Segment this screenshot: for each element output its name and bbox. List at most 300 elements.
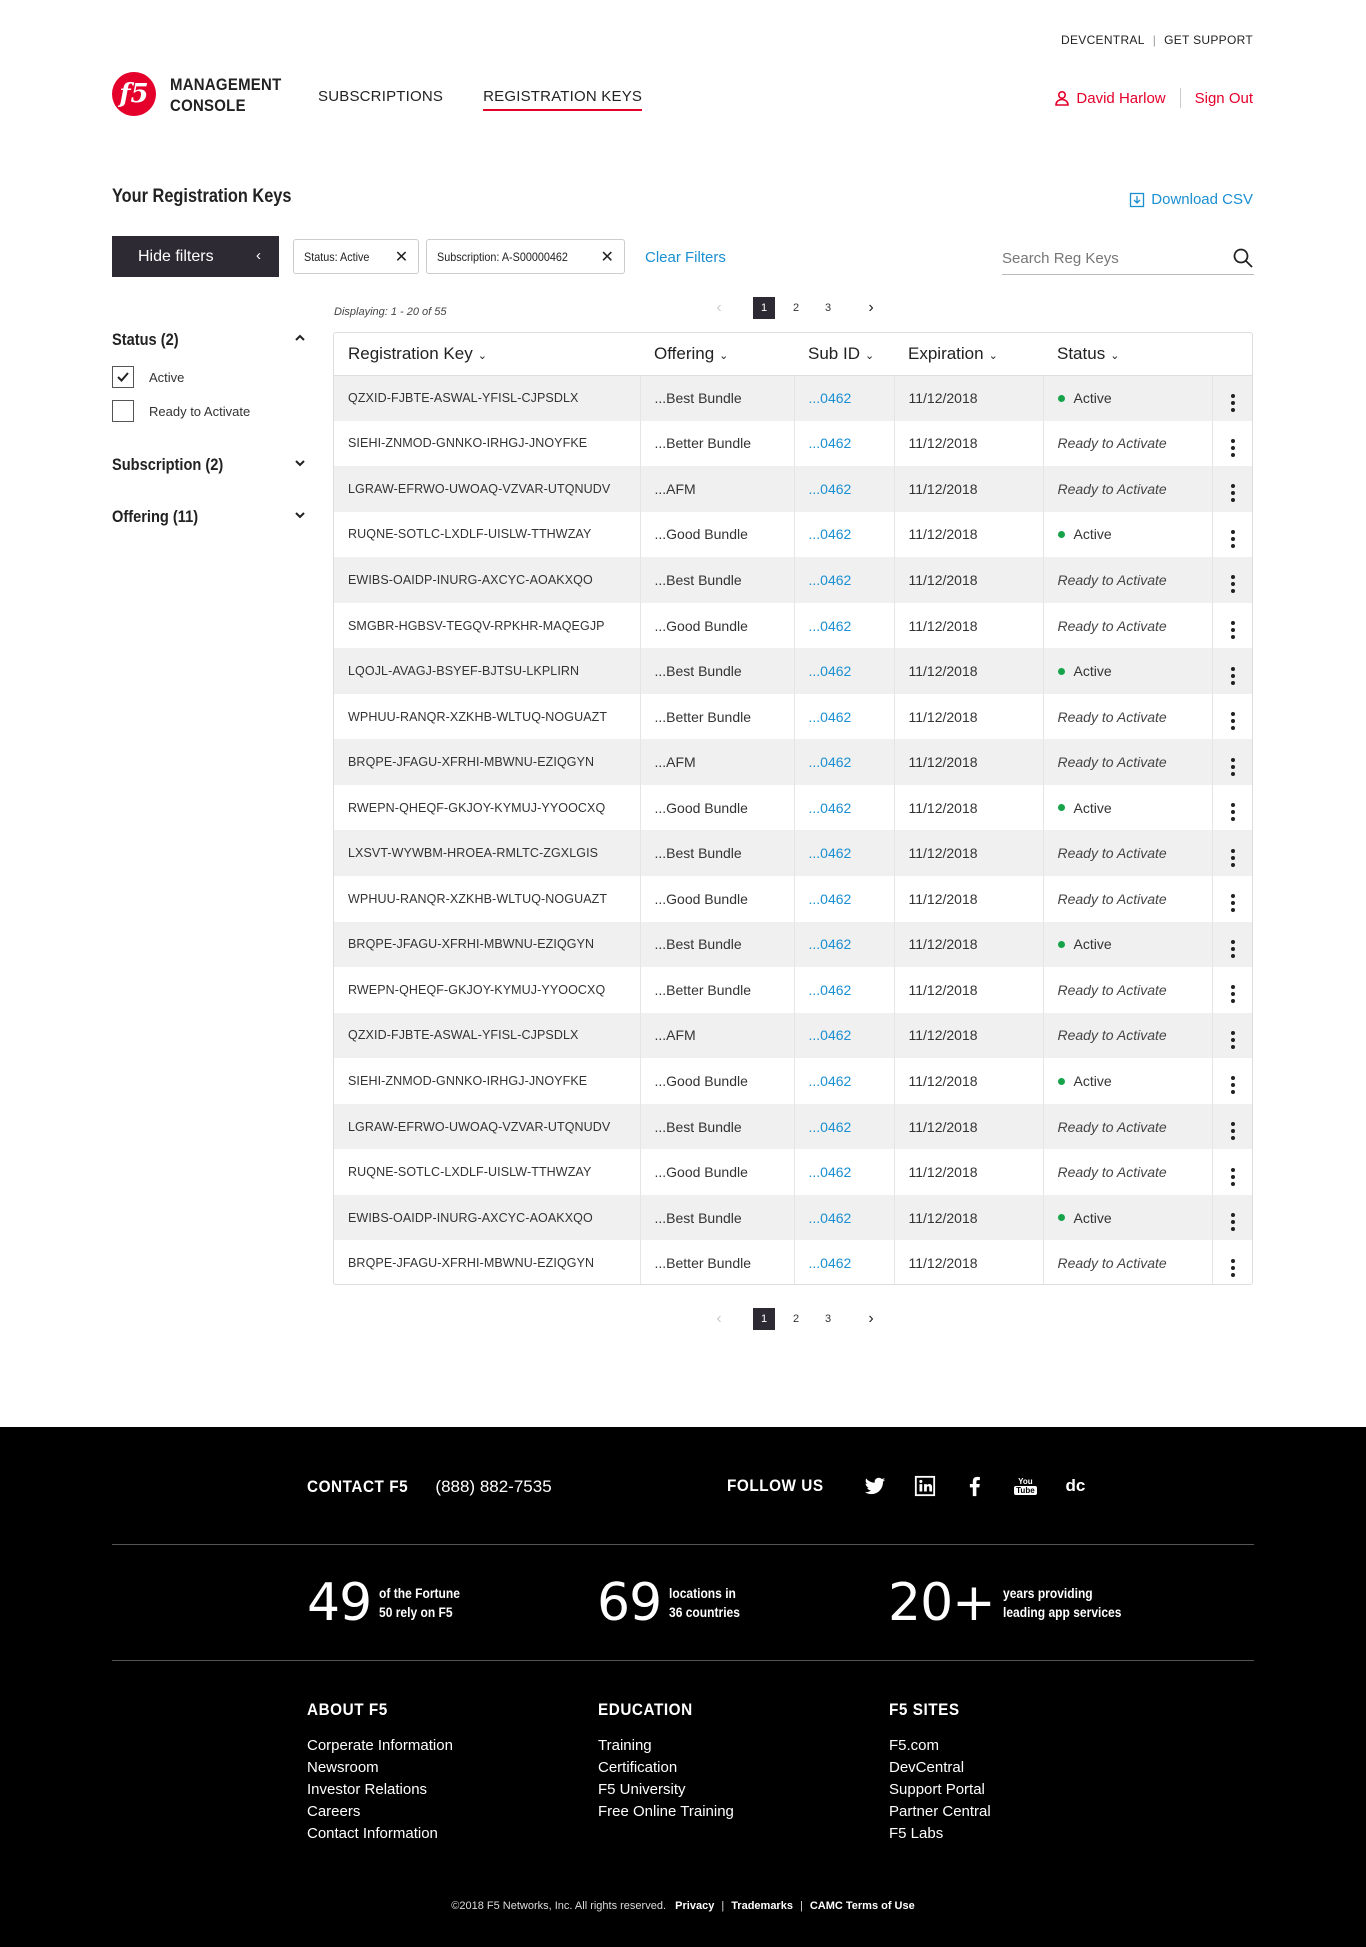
sign-out-link[interactable]: Sign Out (1194, 89, 1253, 107)
facet-status (112, 330, 307, 422)
cell-status: Ready to Activate (1043, 1013, 1212, 1059)
table-row[interactable] (334, 785, 1253, 831)
status-label: Active (1073, 526, 1112, 543)
table-row[interactable] (334, 603, 1253, 649)
cell-actions (1212, 785, 1253, 831)
status-label: Active (1073, 936, 1112, 953)
table-row[interactable] (334, 694, 1253, 740)
cell-sub-id-link[interactable]: ...0462 (794, 512, 894, 558)
cell-sub-id-link[interactable]: ...0462 (794, 922, 894, 968)
table-row[interactable] (334, 1013, 1253, 1059)
status-dot-icon (1058, 1214, 1065, 1221)
cell-sub-id-link[interactable]: ...0462 (794, 375, 894, 421)
cell-registration-key: QZXID-FJBTE-ASWAL-YFISL-CJPSDLX (334, 375, 640, 421)
nav-registration-keys[interactable]: REGISTRATION KEYS (483, 88, 642, 111)
stat-years (888, 1573, 1140, 1633)
cell-expiration: 11/12/2018 (894, 967, 1043, 1013)
more-vert-icon[interactable] (1231, 667, 1235, 685)
cell-offering: ...Best Bundle (640, 375, 794, 421)
cell-status: Ready to Activate (1043, 466, 1212, 512)
cell-offering: ...AFM (640, 739, 794, 785)
stat-text (379, 1584, 460, 1622)
cell-registration-key: RWEPN-QHEQF-GKJOY-KYMUJ-YYOOCXQ (334, 967, 640, 1013)
col-header-sub-id[interactable] (794, 333, 894, 375)
stat-number: 49 (307, 1573, 372, 1633)
site-footer (0, 1427, 1366, 1947)
status-label: Active (1073, 1209, 1112, 1226)
chevron-down-icon: ⌄ (988, 349, 998, 362)
cell-sub-id-link[interactable]: ...0462 (794, 785, 894, 831)
col-header-label: Expiration (908, 343, 984, 363)
cell-expiration: 11/12/2018 (894, 375, 1043, 421)
table-row[interactable] (334, 466, 1253, 512)
cell-offering: ...Better Bundle (640, 1240, 794, 1285)
cell-offering: ...Good Bundle (640, 603, 794, 649)
stat-line: locations in (669, 1585, 737, 1601)
stat-line: of the Fortune (379, 1585, 461, 1601)
footer-col-education (598, 1700, 734, 1823)
social-block (727, 1475, 1086, 1497)
app-name (170, 74, 282, 116)
cell-expiration: 11/12/2018 (894, 694, 1043, 740)
col-header-expiration[interactable] (894, 333, 1043, 375)
cell-actions (1212, 375, 1253, 421)
cell-expiration: 11/12/2018 (894, 1013, 1043, 1059)
cell-sub-id-link[interactable]: ...0462 (794, 1104, 894, 1150)
status-dot-icon (1058, 941, 1065, 948)
more-vert-icon[interactable] (1231, 1031, 1235, 1049)
linkedin-icon[interactable] (914, 1475, 936, 1497)
table-row[interactable] (334, 648, 1253, 694)
clear-filters-link[interactable]: Clear Filters (645, 249, 726, 266)
cell-expiration: 11/12/2018 (894, 1240, 1043, 1285)
cell-actions (1212, 1104, 1253, 1150)
checkbox-unchecked[interactable] (112, 400, 134, 422)
col-header-label: Registration Key (348, 343, 473, 363)
download-csv-button[interactable] (1129, 191, 1253, 208)
cell-status (1043, 648, 1212, 694)
stat-line: years providing (1002, 1585, 1093, 1601)
cell-status: Ready to Activate (1043, 421, 1212, 467)
user-name[interactable]: David Harlow (1076, 89, 1166, 107)
youtube-glyph-top: You (1018, 1477, 1033, 1486)
cell-registration-key: BRQPE-JFAGU-XFRHI-MBWNU-EZIQGYN (334, 739, 640, 785)
trademarks-link[interactable]: Trademarks (731, 1900, 793, 1912)
cell-registration-key: LGRAW-EFRWO-UWOAQ-VZVAR-UTQNUDV (334, 466, 640, 512)
twitter-icon[interactable] (864, 1475, 886, 1497)
copyright: ©2018 F5 Networks, Inc. All rights reserved. (451, 1900, 666, 1912)
cell-expiration: 11/12/2018 (894, 421, 1043, 467)
facet-option-label: Ready to Activate (149, 403, 251, 419)
more-vert-icon[interactable] (1231, 985, 1235, 1003)
col-header-actions (1212, 333, 1253, 375)
divider (1180, 88, 1181, 108)
table-row[interactable] (334, 1149, 1253, 1195)
cell-offering: ...AFM (640, 466, 794, 512)
filter-chip-subscription (426, 239, 625, 274)
chevron-up-icon (293, 330, 307, 350)
cell-offering: ...Better Bundle (640, 694, 794, 740)
table-row[interactable] (334, 512, 1253, 558)
cell-status: Ready to Activate (1043, 739, 1212, 785)
cell-status: Ready to Activate (1043, 876, 1212, 922)
cell-offering: ...Best Bundle (640, 1195, 794, 1241)
youtube-glyph-bottom: Tube (1016, 1486, 1035, 1495)
table-row[interactable] (334, 1058, 1253, 1104)
cell-status: Ready to Activate (1043, 967, 1212, 1013)
cell-offering: ...Good Bundle (640, 1058, 794, 1104)
facet-offering-header[interactable] (112, 507, 307, 527)
facet-status-label: Status (2) (112, 330, 179, 349)
filter-chip-label: Status: Active (304, 249, 370, 264)
contact-label: CONTACT F5 (307, 1477, 409, 1496)
search-icon[interactable] (1232, 247, 1254, 269)
footer-link[interactable]: Partner Central (889, 1803, 991, 1820)
cell-offering: ...Best Bundle (640, 1104, 794, 1150)
facet-subscription (112, 455, 307, 475)
logo-glyph: f5 (119, 79, 149, 109)
cell-registration-key: SMGBR-HGBSV-TEGQV-RPKHR-MAQEGJP (334, 603, 640, 649)
terms-link[interactable]: CAMC Terms of Use (809, 1900, 915, 1912)
cell-offering: ...Good Bundle (640, 512, 794, 558)
app-name-line1: MANAGEMENT (170, 75, 282, 94)
table-row[interactable] (334, 421, 1253, 467)
next-page-icon[interactable]: › (868, 299, 874, 316)
cell-status: Ready to Activate (1043, 603, 1212, 649)
more-vert-icon[interactable] (1231, 758, 1235, 776)
cell-actions (1212, 1058, 1253, 1104)
cell-status (1043, 512, 1212, 558)
more-vert-icon[interactable] (1231, 712, 1235, 730)
stat-line: leading app services (1002, 1604, 1122, 1620)
status-dot-icon (1058, 395, 1065, 402)
status-label: Active (1073, 390, 1112, 407)
cell-sub-id-link[interactable]: ...0462 (794, 1013, 894, 1059)
next-page-icon[interactable]: › (868, 1310, 874, 1327)
footer-link[interactable]: Training (598, 1737, 652, 1754)
table-row[interactable] (334, 739, 1253, 785)
main-nav (318, 88, 642, 111)
footer-link[interactable]: Contact Information (307, 1825, 438, 1842)
cell-offering: ...Best Bundle (640, 830, 794, 876)
chevron-down-icon: ⌄ (864, 349, 875, 362)
cell-expiration: 11/12/2018 (894, 876, 1043, 922)
cell-actions (1212, 466, 1253, 512)
cell-sub-id-link[interactable]: ...0462 (794, 1058, 894, 1104)
footer-link[interactable]: DevCentral (889, 1759, 965, 1776)
stat-locations (597, 1573, 752, 1633)
close-icon[interactable]: ✕ (394, 248, 409, 266)
cell-sub-id-link[interactable]: ...0462 (794, 1149, 894, 1195)
get-support-link[interactable]: GET SUPPORT (1164, 33, 1253, 47)
cell-actions (1212, 1149, 1253, 1195)
cell-offering: ...Good Bundle (640, 1149, 794, 1195)
cell-expiration: 11/12/2018 (894, 557, 1043, 603)
pagination-bottom (712, 1308, 878, 1330)
devcentral-icon[interactable]: dc (1065, 1476, 1086, 1495)
more-vert-icon[interactable] (1231, 1168, 1235, 1186)
cell-sub-id-link[interactable]: ...0462 (794, 739, 894, 785)
stat-number: 69 (597, 1573, 662, 1633)
cell-registration-key: RWEPN-QHEQF-GKJOY-KYMUJ-YYOOCXQ (334, 785, 640, 831)
table-row[interactable] (334, 922, 1253, 968)
cell-registration-key: SIEHI-ZNMOD-GNNKO-IRHGJ-JNOYFKE (334, 1058, 640, 1104)
divider: | (721, 1900, 725, 1912)
cell-offering: ...Better Bundle (640, 967, 794, 1013)
page-button[interactable]: 2 (792, 302, 800, 314)
prev-page-icon[interactable]: ‹ (716, 1310, 722, 1327)
privacy-link[interactable]: Privacy (675, 1900, 715, 1912)
filter-chip-label: Subscription: A-S00000462 (437, 249, 568, 264)
footer-col-title: F5 SITES (889, 1700, 960, 1719)
footer-link[interactable]: Support Portal (889, 1781, 985, 1798)
status-label: Active (1073, 663, 1112, 680)
cell-offering: ...Best Bundle (640, 557, 794, 603)
more-vert-icon[interactable] (1231, 1259, 1235, 1277)
more-vert-icon[interactable] (1231, 1122, 1235, 1140)
more-vert-icon[interactable] (1231, 530, 1235, 548)
cell-status (1043, 785, 1212, 831)
f5-logo[interactable] (112, 72, 156, 116)
cell-status (1043, 922, 1212, 968)
cell-status: Ready to Activate (1043, 1149, 1212, 1195)
chevron-down-icon: ⌄ (719, 349, 729, 362)
cell-registration-key: QZXID-FJBTE-ASWAL-YFISL-CJPSDLX (334, 1013, 640, 1059)
footer-col-title: EDUCATION (598, 1700, 693, 1719)
more-vert-icon[interactable] (1231, 803, 1235, 821)
cell-offering: ...Good Bundle (640, 876, 794, 922)
cell-expiration: 11/12/2018 (894, 1058, 1043, 1104)
table-header-row (334, 333, 1253, 375)
cell-registration-key: LXSVT-WYWBM-HROEA-RMLTC-ZGXLGIS (334, 830, 640, 876)
more-vert-icon[interactable] (1231, 849, 1235, 867)
table-row[interactable] (334, 375, 1253, 421)
cell-sub-id-link[interactable]: ...0462 (794, 876, 894, 922)
hide-filters-button[interactable] (112, 236, 279, 277)
cell-actions (1212, 1013, 1253, 1059)
cell-status (1043, 1058, 1212, 1104)
nav-subscriptions[interactable]: SUBSCRIPTIONS (318, 88, 444, 105)
cell-registration-key: WPHUU-RANQR-XZKHB-WLTUQ-NOGUAZT (334, 876, 640, 922)
col-header-label: Status (1057, 343, 1106, 363)
cell-actions (1212, 512, 1253, 558)
legal-bar (0, 1900, 1366, 1912)
col-header-status[interactable] (1043, 333, 1212, 375)
cell-actions (1212, 1195, 1253, 1241)
chevron-down-icon (293, 455, 307, 475)
cell-sub-id-link[interactable]: ...0462 (794, 967, 894, 1013)
cell-status (1043, 1195, 1212, 1241)
table-row[interactable] (334, 876, 1253, 922)
utility-nav (1061, 33, 1253, 47)
footer-link[interactable]: F5 University (598, 1781, 686, 1798)
facet-option-ready[interactable] (112, 400, 307, 422)
chevron-down-icon: ⌄ (477, 349, 487, 362)
cell-actions (1212, 557, 1253, 603)
cell-registration-key: EWIBS-OAIDP-INURG-AXCYC-AOAKXQO (334, 557, 640, 603)
cell-expiration: 11/12/2018 (894, 466, 1043, 512)
chevron-down-icon: ⌄ (1110, 349, 1120, 362)
cell-expiration: 11/12/2018 (894, 739, 1043, 785)
download-icon (1129, 192, 1145, 208)
footer-link[interactable]: Free Online Training (598, 1803, 734, 1820)
footer-link[interactable]: Corperate Information (307, 1737, 453, 1754)
close-icon[interactable]: ✕ (600, 248, 614, 266)
cell-registration-key: BRQPE-JFAGU-XFRHI-MBWNU-EZIQGYN (334, 922, 640, 968)
table-row[interactable] (334, 1104, 1253, 1150)
cell-offering: ...AFM (640, 1013, 794, 1059)
footer-col-sites (889, 1700, 991, 1845)
cell-sub-id-link[interactable]: ...0462 (794, 830, 894, 876)
page-button[interactable]: 3 (824, 302, 832, 314)
app-name-line2: CONSOLE (170, 96, 246, 115)
page-button[interactable]: 1 (753, 1308, 775, 1330)
status-label: Active (1073, 1072, 1112, 1089)
facebook-icon[interactable] (964, 1475, 986, 1497)
table-row[interactable] (334, 967, 1253, 1013)
col-header-label: Offering (654, 343, 715, 363)
footer-link[interactable]: Newsroom (307, 1759, 379, 1776)
cell-registration-key: BRQPE-JFAGU-XFRHI-MBWNU-EZIQGYN (334, 1240, 640, 1285)
cell-actions (1212, 694, 1253, 740)
cell-sub-id-link[interactable]: ...0462 (794, 466, 894, 512)
youtube-icon[interactable] (1014, 1475, 1036, 1497)
stat-fortune (307, 1573, 473, 1633)
cell-actions (1212, 421, 1253, 467)
cell-registration-key: WPHUU-RANQR-XZKHB-WLTUQ-NOGUAZT (334, 694, 640, 740)
cell-actions (1212, 876, 1253, 922)
table-row[interactable] (334, 1240, 1253, 1285)
cell-status: Ready to Activate (1043, 1104, 1212, 1150)
follow-label: FOLLOW US (727, 1476, 824, 1495)
cell-status: Ready to Activate (1043, 830, 1212, 876)
hide-filters-label: Hide filters (138, 247, 214, 265)
chevron-down-icon (293, 507, 307, 527)
stat-text (1003, 1584, 1121, 1622)
stat-line: 50 rely on F5 (379, 1604, 453, 1620)
col-header-label: Sub ID (808, 343, 860, 363)
status-dot-icon (1058, 531, 1065, 538)
status-dot-icon (1058, 668, 1065, 675)
footer-col-title: ABOUT F5 (307, 1700, 388, 1719)
cell-sub-id-link[interactable]: ...0462 (794, 1195, 894, 1241)
cell-expiration: 11/12/2018 (894, 1104, 1043, 1150)
stat-line: 36 countries (669, 1604, 741, 1620)
more-vert-icon[interactable] (1231, 575, 1235, 593)
stat-number: 20+ (888, 1573, 995, 1633)
cell-expiration: 11/12/2018 (894, 922, 1043, 968)
facet-subscription-header[interactable] (112, 455, 307, 475)
cell-actions (1212, 922, 1253, 968)
phone-number[interactable]: (888) 882-7535 (435, 1477, 552, 1496)
footer-link[interactable]: Certification (598, 1759, 678, 1776)
col-header-registration-key[interactable] (334, 333, 640, 375)
cell-sub-id-link[interactable]: ...0462 (794, 694, 894, 740)
footer-link[interactable]: F5 Labs (889, 1825, 944, 1842)
divider (112, 1544, 1254, 1545)
cell-sub-id-link[interactable]: ...0462 (794, 648, 894, 694)
cell-registration-key: SIEHI-ZNMOD-GNNKO-IRHGJ-JNOYFKE (334, 421, 640, 467)
facet-offering (112, 507, 307, 527)
page-button[interactable]: 1 (753, 297, 775, 319)
cell-expiration: 11/12/2018 (894, 830, 1043, 876)
cell-actions (1212, 830, 1253, 876)
table-row[interactable] (334, 1195, 1253, 1241)
status-label: Active (1073, 799, 1112, 816)
pagination-top (712, 297, 878, 319)
user-icon (1054, 90, 1070, 106)
cell-expiration: 11/12/2018 (894, 1195, 1043, 1241)
page-button[interactable]: 2 (792, 1313, 800, 1325)
cell-registration-key: RUQNE-SOTLC-LXDLF-UISLW-TTHWZAY (334, 512, 640, 558)
facet-subscription-label: Subscription (2) (112, 455, 224, 474)
page-title: Your Registration Keys (112, 186, 292, 207)
facet-option-label: Active (149, 369, 185, 385)
cell-sub-id-link[interactable]: ...0462 (794, 557, 894, 603)
cell-registration-key: LQOJL-AVAGJ-BSYEF-BJTSU-LKPLIRN (334, 648, 640, 694)
table-row[interactable] (334, 557, 1253, 603)
cell-status: Ready to Activate (1043, 694, 1212, 740)
cell-sub-id-link[interactable]: ...0462 (794, 603, 894, 649)
divider: | (1152, 33, 1157, 47)
results-count: Displaying: 1 - 20 of 55 (334, 306, 447, 318)
more-vert-icon[interactable] (1231, 439, 1235, 457)
more-vert-icon[interactable] (1231, 940, 1235, 958)
divider: | (799, 1900, 803, 1912)
cell-status: Ready to Activate (1043, 1240, 1212, 1285)
footer-link[interactable]: Investor Relations (307, 1781, 428, 1798)
cell-expiration: 11/12/2018 (894, 785, 1043, 831)
divider (112, 1660, 1254, 1661)
prev-page-icon[interactable]: ‹ (716, 299, 722, 316)
col-header-offering[interactable] (640, 333, 794, 375)
facet-offering-label: Offering (11) (112, 507, 199, 526)
page-button[interactable]: 3 (824, 1313, 832, 1325)
cell-status: Ready to Activate (1043, 557, 1212, 603)
cell-offering: ...Best Bundle (640, 648, 794, 694)
footer-link[interactable]: Careers (307, 1803, 361, 1820)
status-dot-icon (1058, 1078, 1065, 1085)
filter-chip-status (293, 239, 419, 274)
contact-block (307, 1477, 552, 1497)
table-row[interactable] (334, 830, 1253, 876)
cell-actions (1212, 648, 1253, 694)
chevron-left-icon: ‹ (256, 247, 261, 264)
cell-offering: ...Good Bundle (640, 785, 794, 831)
registration-keys-table (333, 332, 1253, 1285)
more-vert-icon[interactable] (1231, 621, 1235, 639)
cell-registration-key: LGRAW-EFRWO-UWOAQ-VZVAR-UTQNUDV (334, 1104, 640, 1150)
more-vert-icon[interactable] (1231, 1213, 1235, 1231)
cell-sub-id-link[interactable]: ...0462 (794, 1240, 894, 1285)
cell-status (1043, 375, 1212, 421)
checkbox-checked[interactable] (112, 366, 134, 388)
cell-sub-id-link[interactable]: ...0462 (794, 421, 894, 467)
download-csv-label: Download CSV (1151, 191, 1253, 208)
facet-status-header[interactable] (112, 330, 307, 350)
cell-actions (1212, 739, 1253, 785)
more-vert-icon[interactable] (1231, 394, 1235, 412)
more-vert-icon[interactable] (1231, 894, 1235, 912)
facet-option-active[interactable] (112, 366, 307, 388)
devcentral-link[interactable]: DEVCENTRAL (1061, 33, 1145, 47)
more-vert-icon[interactable] (1231, 1076, 1235, 1094)
cell-expiration: 11/12/2018 (894, 1149, 1043, 1195)
footer-link[interactable]: F5.com (889, 1737, 940, 1754)
search-input[interactable] (1002, 250, 1222, 267)
cell-actions (1212, 603, 1253, 649)
more-vert-icon[interactable] (1231, 484, 1235, 502)
